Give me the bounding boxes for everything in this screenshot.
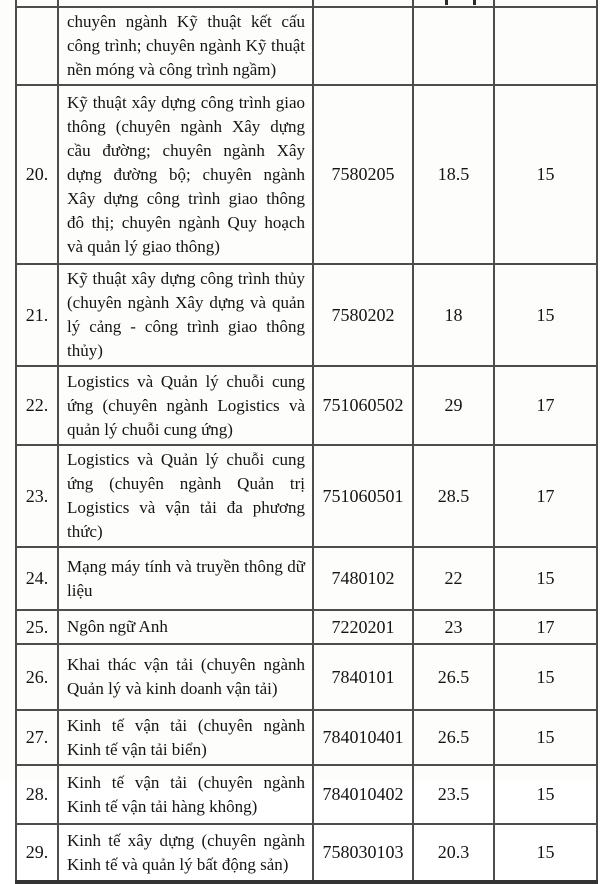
- clipped-glyph-fragment: [445, 0, 448, 5]
- stt-cell: 24.: [16, 547, 58, 610]
- code-cell: 784010402: [313, 765, 413, 824]
- benchmark-score-cell: 20.3: [413, 824, 494, 882]
- floor-score-cell: [494, 7, 597, 85]
- benchmark-score-cell: 26.5: [413, 710, 494, 765]
- benchmark-score-cell: 28.5: [413, 445, 494, 547]
- admission-scores-table: [15, 0, 598, 884]
- program-name-cell: Kỹ thuật xây dựng công trình giao thông (chuyên ngành Xây dựng cầu đường; chuyên ngành Xây dựng đường bộ; chuyên ngành Xây dựng công trình giao thông đô thị; chuyên ngành Quy hoạch và quản lý giao thông): [58, 85, 313, 264]
- table-row: [16, 445, 597, 547]
- table-row: [16, 765, 597, 824]
- empty-cell: [313, 0, 413, 7]
- table-row: [16, 547, 597, 610]
- benchmark-score-cell: [413, 7, 494, 85]
- floor-score-cell: 15: [494, 644, 597, 710]
- table-row-continuation: [16, 7, 597, 85]
- code-cell: 7480102: [313, 547, 413, 610]
- benchmark-score-cell: 23.5: [413, 765, 494, 824]
- stt-cell: 29.: [16, 824, 58, 882]
- empty-cell: [58, 0, 313, 7]
- empty-cell: [494, 0, 597, 7]
- program-name-cell: Ngôn ngữ Anh: [58, 610, 313, 644]
- program-name-cell: Khai thác vận tải (chuyên ngành Quản lý và kinh doanh vận tải): [58, 644, 313, 710]
- floor-score-cell: 17: [494, 445, 597, 547]
- program-name-cell: Kinh tế vận tải (chuyên ngành Kinh tế vận tải hàng không): [58, 765, 313, 824]
- program-name-cell: Mạng máy tính và truyền thông dữ liệu: [58, 547, 313, 610]
- benchmark-score-cell: 23: [413, 610, 494, 644]
- code-cell: 751060502: [313, 366, 413, 445]
- stt-cell: 22.: [16, 366, 58, 445]
- stt-cell: 28.: [16, 765, 58, 824]
- code-cell: 7840101: [313, 644, 413, 710]
- benchmark-score-cell: 26.5: [413, 644, 494, 710]
- code-cell: 7580202: [313, 264, 413, 366]
- stt-cell: 26.: [16, 644, 58, 710]
- code-cell: 758030103: [313, 824, 413, 882]
- floor-score-cell: 15: [494, 710, 597, 765]
- code-cell: [313, 7, 413, 85]
- floor-score-cell: 15: [494, 765, 597, 824]
- stt-cell: 27.: [16, 710, 58, 765]
- code-cell: 7580205: [313, 85, 413, 264]
- code-cell: 784010401: [313, 710, 413, 765]
- floor-score-cell: 15: [494, 85, 597, 264]
- table-row: [16, 85, 597, 264]
- clipped-text-fragment-cell: [413, 0, 494, 7]
- code-cell: 751060501: [313, 445, 413, 547]
- benchmark-score-cell: 29: [413, 366, 494, 445]
- table-row: [16, 366, 597, 445]
- benchmark-score-cell: 22: [413, 547, 494, 610]
- benchmark-score-cell: 18: [413, 264, 494, 366]
- program-name-cell: Kinh tế xây dựng (chuyên ngành Kinh tế và quản lý bất động sản): [58, 824, 313, 882]
- program-name-cell: Kỹ thuật xây dựng công trình thủy (chuyên ngành Xây dựng và quản lý cảng - công trình giao thông thủy): [58, 264, 313, 366]
- clipped-glyph-fragment: [473, 0, 476, 5]
- empty-cell: [16, 0, 58, 7]
- program-name-cell: Logistics và Quản lý chuỗi cung ứng (chuyên ngành Logistics và quản lý chuỗi cung ứng): [58, 366, 313, 445]
- code-cell: 7220201: [313, 610, 413, 644]
- floor-score-cell: 17: [494, 610, 597, 644]
- table-row: [16, 610, 597, 644]
- program-name-cell: Kinh tế vận tải (chuyên ngành Kinh tế vận tải biển): [58, 710, 313, 765]
- table-row: [16, 264, 597, 366]
- stt-cell: 20.: [16, 85, 58, 264]
- benchmark-score-cell: 18.5: [413, 85, 494, 264]
- stt-cell: 23.: [16, 445, 58, 547]
- floor-score-cell: 15: [494, 824, 597, 882]
- stt-cell: 21.: [16, 264, 58, 366]
- table-row: [16, 710, 597, 765]
- floor-score-cell: 17: [494, 366, 597, 445]
- table-row: [16, 824, 597, 882]
- clipped-row-above: [16, 0, 597, 7]
- stt-cell: [16, 7, 58, 85]
- floor-score-cell: 15: [494, 264, 597, 366]
- stt-cell: 25.: [16, 610, 58, 644]
- table-row: [16, 644, 597, 710]
- program-name-cell: Logistics và Quản lý chuỗi cung ứng (chuyên ngành Quản trị Logistics và vận tải đa phương thức): [58, 445, 313, 547]
- program-name-cell: chuyên ngành Kỹ thuật kết cấu công trình; chuyên ngành Kỹ thuật nền móng và công trình ngầm): [58, 7, 313, 85]
- floor-score-cell: 15: [494, 547, 597, 610]
